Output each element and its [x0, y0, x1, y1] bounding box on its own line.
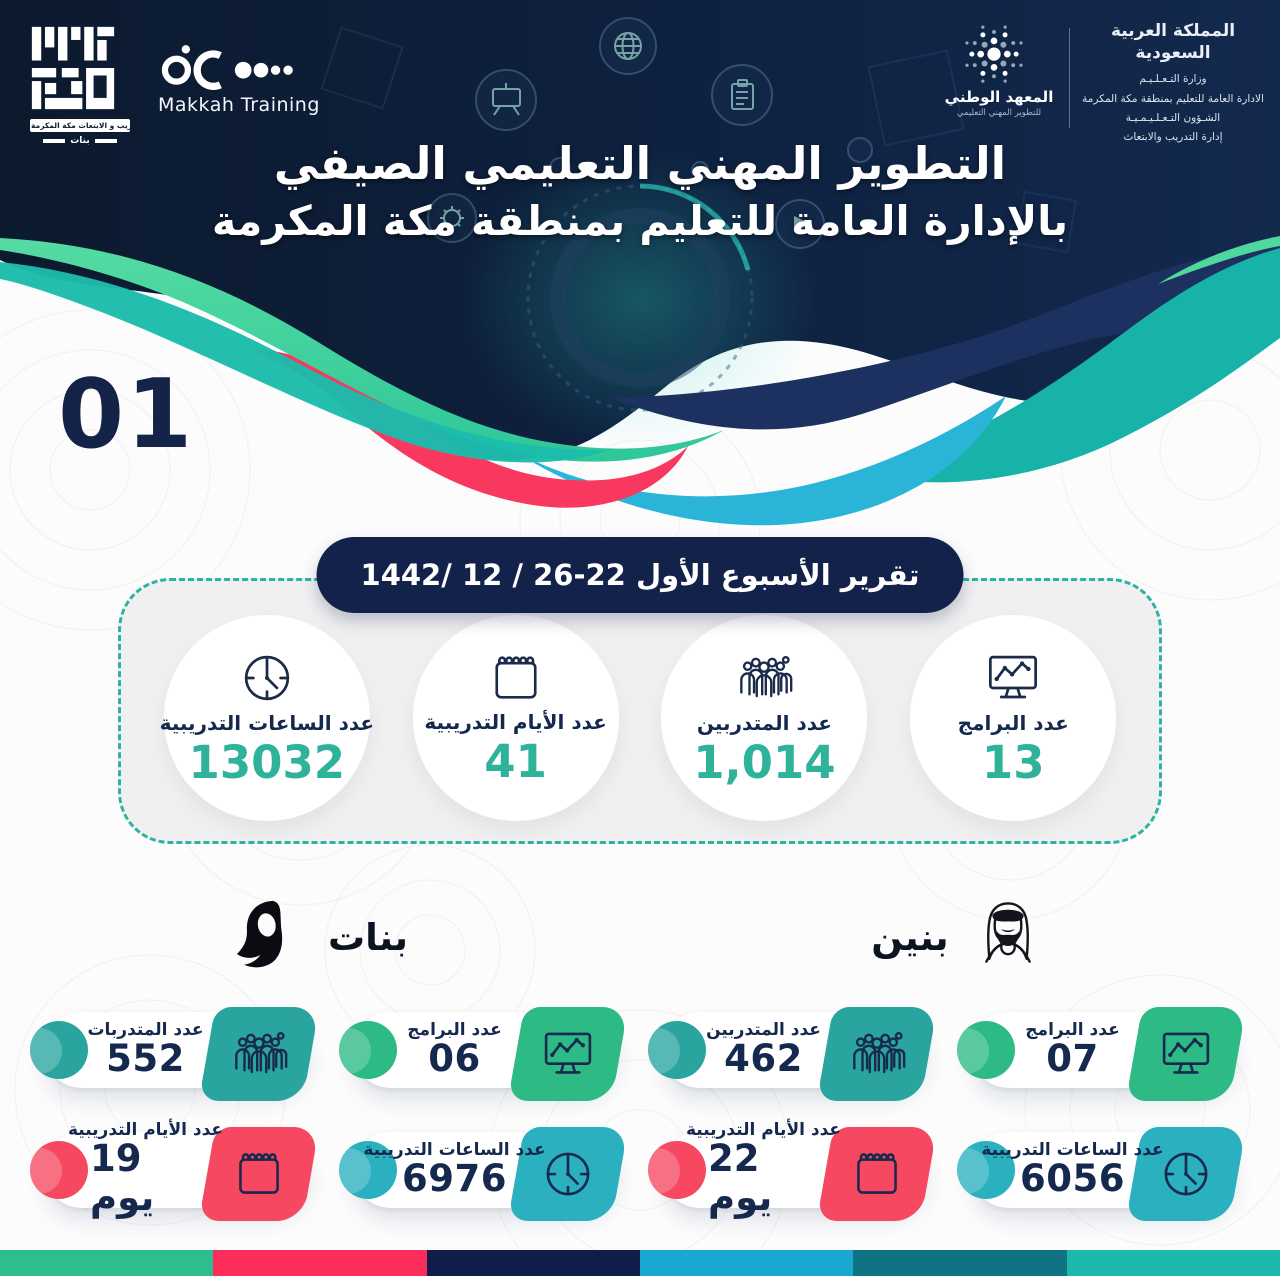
boys-programs-pill — [971, 1012, 1236, 1088]
ministry-line: وزارة التـعـلـيـم — [1139, 73, 1207, 86]
girls-programs-pill — [353, 1012, 618, 1088]
ministry-text-block — [1080, 20, 1266, 148]
stat-value: 13032 — [188, 736, 346, 790]
stat-circle-trainees — [661, 615, 867, 821]
stat-label: عدد المتدربين — [706, 1019, 821, 1040]
programs-icon — [984, 649, 1042, 707]
stat-value: 6056 — [1020, 1156, 1125, 1200]
clock-icon — [238, 649, 296, 707]
kingdom-title: المملكة العربية السعودية — [1110, 21, 1236, 64]
week-report-title: تقرير الأسبوع الأول 22-26 / 12 /1442 — [317, 537, 964, 613]
calendar-icon — [232, 1147, 286, 1201]
accent-slant — [199, 1007, 320, 1101]
accent-notch — [30, 1141, 88, 1199]
trainees-icon — [848, 1025, 906, 1083]
makkah-training-logo — [158, 42, 320, 116]
logo-divider — [1069, 28, 1070, 128]
government-logos — [939, 20, 1266, 148]
stat-label: عدد البرامج — [407, 1019, 502, 1040]
title-line-2: بالإدارة العامة للتعليم بمنطقة مكة المكرمة — [211, 196, 1068, 245]
dotted-circle-logo-icon — [939, 24, 1049, 86]
stat-value: 1,014 — [693, 736, 836, 790]
stripe-segment — [1067, 1250, 1280, 1276]
gender-stats-grid — [44, 1012, 1236, 1219]
accent-notch — [339, 1021, 397, 1079]
gender-headers — [0, 882, 1280, 992]
trainees-icon — [735, 649, 793, 707]
calendar-icon — [488, 650, 544, 706]
stripe-segment — [0, 1250, 213, 1276]
accent-slant — [817, 1127, 938, 1221]
footer-color-stripe — [0, 1250, 1280, 1276]
stat-label: عدد الأيام التدريبية — [67, 1120, 224, 1141]
ministry-line: الشـؤون التـعـلـيـمـيـة — [1125, 112, 1221, 125]
boys-trainees-pill — [662, 1012, 927, 1088]
stat-value: 552 — [106, 1036, 185, 1080]
branch-label: بنات — [70, 136, 90, 146]
stripe-segment — [853, 1250, 1066, 1276]
stat-label: عدد الساعات التدريبية — [363, 1139, 546, 1160]
accent-slant — [508, 1007, 629, 1101]
trainees-icon — [230, 1025, 288, 1083]
girls-hours-pill — [353, 1132, 618, 1208]
girls-section-header — [0, 882, 640, 992]
boys-hours-pill — [971, 1132, 1236, 1208]
institute-tagline: للتطوير المهني التعليمي — [956, 108, 1042, 118]
institute-name: المعهد الوطني — [944, 88, 1054, 106]
stat-label: عدد الأيام التدريبية — [424, 710, 607, 735]
accent-notch — [30, 1021, 88, 1079]
ministry-line: إدارة التدريب والابتعاث — [1123, 131, 1223, 144]
title-line-1: التطوير المهني التعليمي الصيفي — [273, 137, 1007, 190]
stat-label: عدد البرامج — [1025, 1019, 1120, 1040]
accent-notch — [957, 1021, 1015, 1079]
girls-title: بنات — [327, 915, 409, 959]
ministry-line: الادارة العامة للتعليم بمنطقة مكة المكرمة — [1082, 92, 1264, 105]
stripe-segment — [640, 1250, 853, 1276]
accent-notch — [648, 1021, 706, 1079]
girls-days-pill — [44, 1120, 309, 1219]
stat-value: 07 — [1046, 1036, 1099, 1080]
page-number: 01 — [58, 360, 195, 470]
national-institute-logo — [939, 20, 1059, 118]
stat-circle-days — [413, 615, 619, 821]
stat-label: عدد الساعات التدريبية — [159, 711, 375, 736]
stripe-segment — [427, 1250, 640, 1276]
kufic-square-logo-icon — [30, 22, 116, 114]
accent-slant — [1126, 1007, 1247, 1101]
makkah-training-brand: Makkah Training — [158, 94, 320, 116]
stat-label: عدد الأيام التدريبية — [685, 1120, 842, 1141]
week-report-box — [118, 558, 1162, 844]
accent-notch — [648, 1141, 706, 1199]
stat-value: 06 — [428, 1036, 481, 1080]
stat-circle-programs — [910, 615, 1116, 821]
accent-slant — [817, 1007, 938, 1101]
stat-value: 22 يوم — [708, 1137, 773, 1219]
stat-value: 462 — [724, 1036, 803, 1080]
saudi-man-icon — [967, 895, 1049, 979]
stat-value: 19 يوم — [90, 1137, 155, 1219]
page-title — [0, 134, 1280, 248]
stat-value: 13 — [981, 736, 1045, 790]
stat-label: عدد الساعات التدريبية — [981, 1139, 1164, 1160]
programs-icon — [540, 1026, 596, 1082]
stat-label: عدد المتدربات — [87, 1019, 204, 1040]
calendar-icon — [850, 1147, 904, 1201]
stat-circle-hours — [159, 615, 375, 821]
girls-trainees-pill — [44, 1012, 309, 1088]
stat-label: عدد البرامج — [957, 711, 1069, 736]
clock-icon — [540, 1146, 596, 1202]
stat-label: عدد المتدربين — [696, 711, 832, 736]
accent-slant — [199, 1127, 320, 1221]
stat-value: 6976 — [402, 1156, 507, 1200]
stat-value: 41 — [484, 735, 547, 789]
programs-icon — [1158, 1026, 1214, 1082]
makkah-training-logo-icon — [158, 42, 318, 90]
makkah-training-dept-logo — [30, 22, 166, 146]
boys-title: بنين — [871, 915, 949, 959]
clock-icon — [1158, 1146, 1214, 1202]
dept-caption: ادارة التدريب و الابتعاث مكة المكرمة — [31, 121, 166, 130]
boys-days-pill — [662, 1120, 927, 1219]
hijab-woman-icon — [232, 895, 310, 979]
boys-section-header — [640, 882, 1280, 992]
stripe-segment — [213, 1250, 426, 1276]
